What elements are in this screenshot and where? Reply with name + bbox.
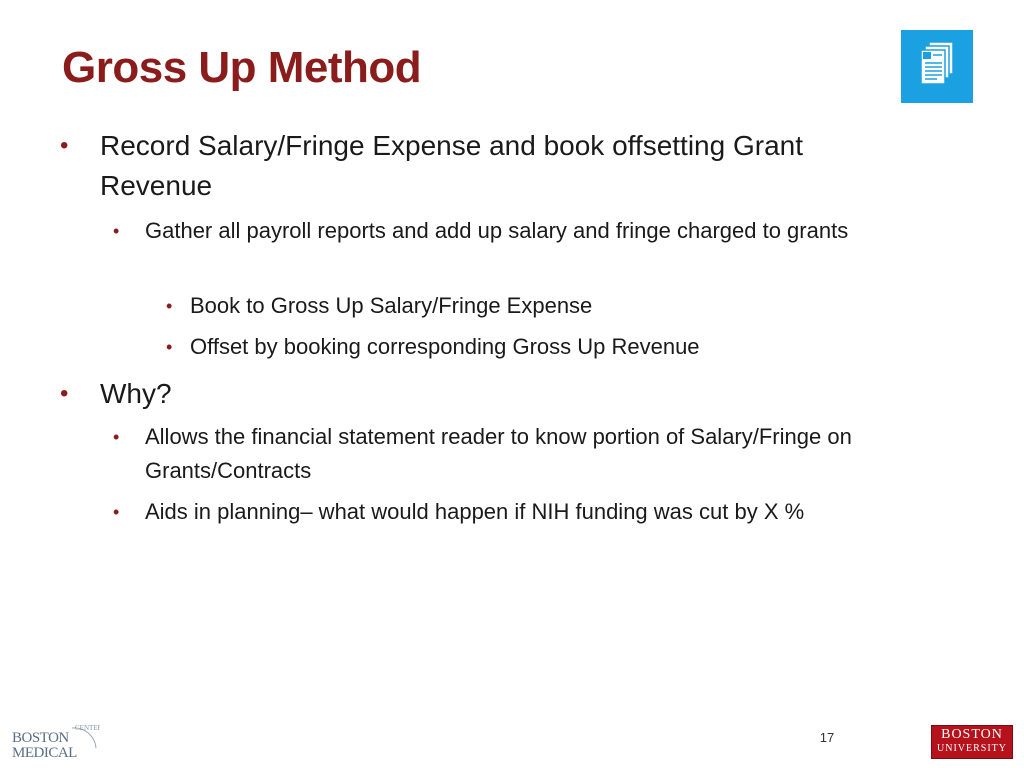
slide-title: Gross Up Method <box>62 43 422 92</box>
sub-sub-bullet-item <box>166 289 950 323</box>
bullet-marker: • <box>113 427 120 447</box>
boston-medical-center-logo <box>10 718 100 760</box>
bullet-text: Offset by booking corresponding Gross Up Revenue <box>190 334 700 359</box>
sub-bullet-item <box>113 420 975 488</box>
bullet-text: Gather all payroll reports and add up salary and fringe charged to grants <box>145 218 849 243</box>
sub-sub-bullet-item <box>166 330 950 364</box>
bu-logo-line-1: BOSTON <box>941 727 1003 742</box>
sub-bullet-item <box>113 214 935 248</box>
bullet-text: Record Salary/Fringe Expense and book offsetting Grant Revenue <box>100 130 803 201</box>
bullet-marker: • <box>113 502 120 522</box>
bullet-marker: • <box>113 221 120 241</box>
bullet-marker: • <box>166 337 173 357</box>
bullet-text: Why? <box>100 378 172 409</box>
bullet-marker: • <box>166 296 173 316</box>
page-number: 17 <box>819 730 835 745</box>
bullet-item <box>60 126 900 206</box>
bullet-marker: • <box>60 380 69 407</box>
logo-arc-text: CENTER <box>75 724 100 732</box>
bullet-text: Aids in planning– what would happen if NIH funding was cut by X % <box>145 499 805 524</box>
logo-line-2: MEDICAL <box>12 745 77 760</box>
bullet-item <box>60 374 900 414</box>
bu-logo-line-2: UNIVERSITY <box>937 743 1007 754</box>
bullet-marker: • <box>60 132 69 159</box>
bullet-text: Book to Gross Up Salary/Fringe Expense <box>190 293 593 318</box>
bullet-text: Allows the financial statement reader to know portion of Salary/Fringe on Grants/Contracts <box>145 424 852 483</box>
sub-bullet-item <box>113 495 975 529</box>
boston-university-logo <box>931 725 1013 759</box>
logo-line-1: BOSTON <box>12 730 69 746</box>
